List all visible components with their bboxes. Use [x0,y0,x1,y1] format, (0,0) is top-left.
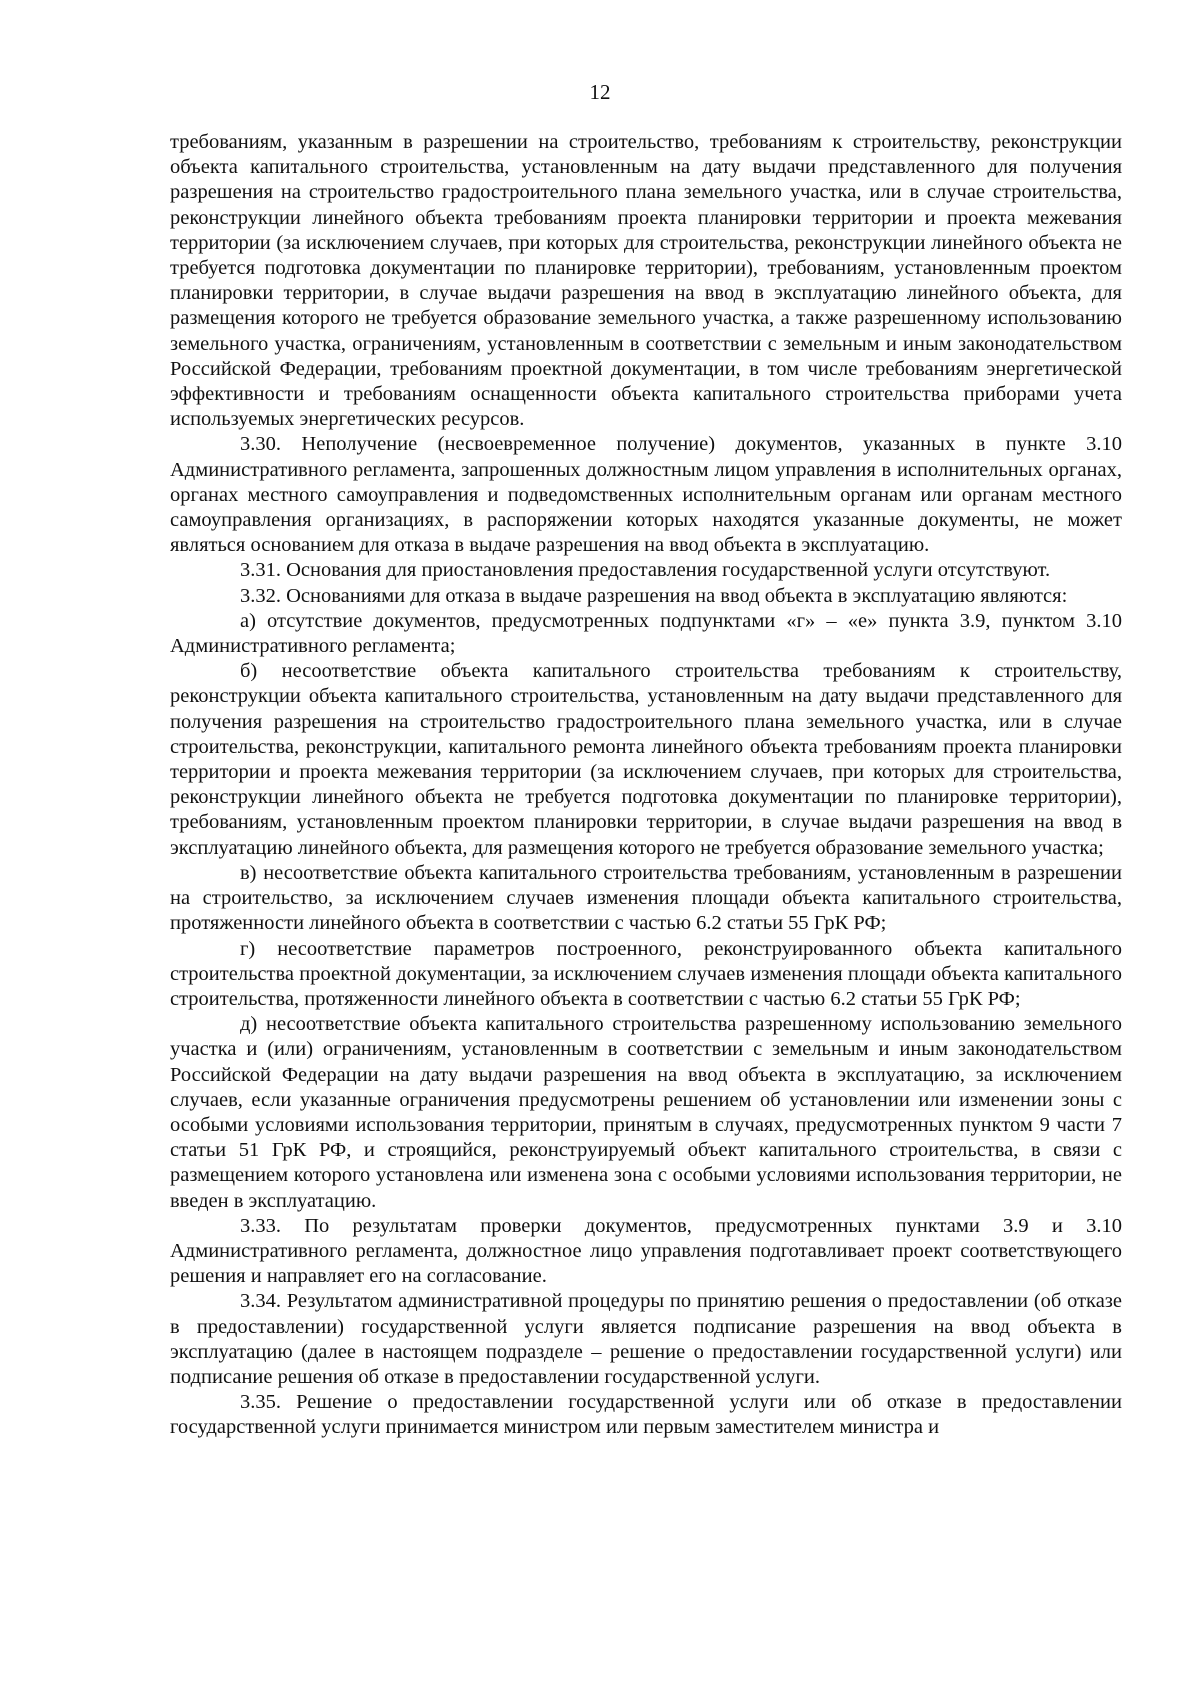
list-item-v: в) несоответствие объекта капитального строительства требованиям, установленным в разрешении на строительство, за исключением случаев изменения площади объекта капитального строительства, протяженности линейного объекта в соответствии с частью 6.2 статьи 55 ГрК РФ; [170,861,1122,935]
paragraph-3-30: 3.30. Неполучение (несвоевременное получение) документов, указанных в пункте 3.10 Административного регламента, запрошенных должностным лицом управления в исполнительных органах, органах местного самоуправления и подведомственных исполнительным органам или органам местного самоуправления организациях, в распоряжении которых находятся указанные документы, не может являться основанием для отказа в выдаче разрешения на ввод объекта в эксплуатацию. [170,433,1122,557]
list-item-a: а) отсутствие документов, предусмотренных подпунктами «г» – «е» пункта 3.9, пунктом 3.10 Административного регламента; [170,609,1122,658]
list-item-b: б) несоответствие объекта капитального строительства требованиям к строительству, реконструкции объекта капитального строительства, установленным на дату выдачи представленного для получения разрешения на строительство градостроительного плана земельного участка, или в случае строительства, реконструкции, капитального ремонта линейного объекта требованиям проекта планировки территории и проекта межевания территории (за исключением случаев, при которых для строительства, реконструкции линейного объекта не требуется подготовка документации по планировке территории), требованиям, установленным проектом планировки территории, в случае выдачи разрешения на ввод в эксплуатацию линейного объекта, для размещения которого не требуется образование земельного участка; [170,660,1122,859]
paragraph-3-33: 3.33. По результатам проверки документов, предусмотренных пунктами 3.9 и 3.10 Административного регламента, должностное лицо управления подготавливает проект соответствующего решения и направляет его на согласование. [170,1214,1122,1288]
paragraph-3-34: 3.34. Результатом административной процедуры по принятию решения о предоставлении (об отказе в предоставлении) государственной услуги является подписание разрешения на ввод объекта в эксплуатацию (далее в настоящем подразделе – решение о предоставлении государственной услуги) или подписание решения об отказе в предоставлении государственной услуги. [170,1290,1122,1388]
document-body [170,130,1122,1441]
paragraph-3-32: 3.32. Основаниями для отказа в выдаче разрешения на ввод объекта в эксплуатацию являются: [240,584,1068,607]
paragraph-3-31: 3.31. Основания для приостановления предоставления государственной услуги отсутствуют. [240,559,1051,582]
list-item-d: д) несоответствие объекта капитального строительства разрешенному использованию земельного участка и (или) ограничениям, установленным в соответствии с земельным и иным законодательством Российской Федерации на дату выдачи разрешения на ввод объекта в эксплуатацию, за исключением случаев, если указанные ограничения предусмотрены решением об установлении или изменении зоны с особыми условиями использования территории, принятым в случаях, предусмотренных пунктом 9 части 7 статьи 51 ГрК РФ, и строящийся, реконструируемый объект капитального строительства, в связи с размещением которого установлена или изменена зона с особыми условиями использования территории, не введен в эксплуатацию. [170,1013,1122,1212]
list-item-g: г) несоответствие параметров построенного, реконструированного объекта капитального строительства проектной документации, за исключением случаев изменения площади объекта капитального строительства, протяженности линейного объекта в соответствии с частью 6.2 статьи 55 ГрК РФ; [170,937,1122,1010]
page-number: 12 [589,80,611,104]
paragraph-3-35: 3.35. Решение о предоставлении государственной услуги или об отказе в предоставлении государственной услуги принимается министром или первым заместителем министра и [170,1391,1122,1439]
paragraph: требованиям, указанным в разрешении на строительство, требованиям к строительству, реконструкции объекта капитального строительства, установленным на дату выдачи представленного для получения разрешения на строительство градостроительного плана земельного участка, или в случае строительства, реконструкции линейного объекта требованиям проекта планировки территории и проекта межевания территории (за исключением случаев, при которых для строительства, реконструкции линейного объекта не требуется подготовка документации по планировке территории), требованиям, установленным проектом планировки территории, в случае выдачи разрешения на ввод в эксплуатацию линейного объекта, для размещения которого не требуется образование земельного участка, а также разрешенному использованию земельного участка, ограничениям, установленным в соответствии с земельным и иным законодательством Российской Федерации, требованиям проектной документации, в том числе требованиям энергетической эффективности и требованиям оснащенности объекта капитального строительства приборами учета используемых энергетических ресурсов. [170,131,1122,431]
